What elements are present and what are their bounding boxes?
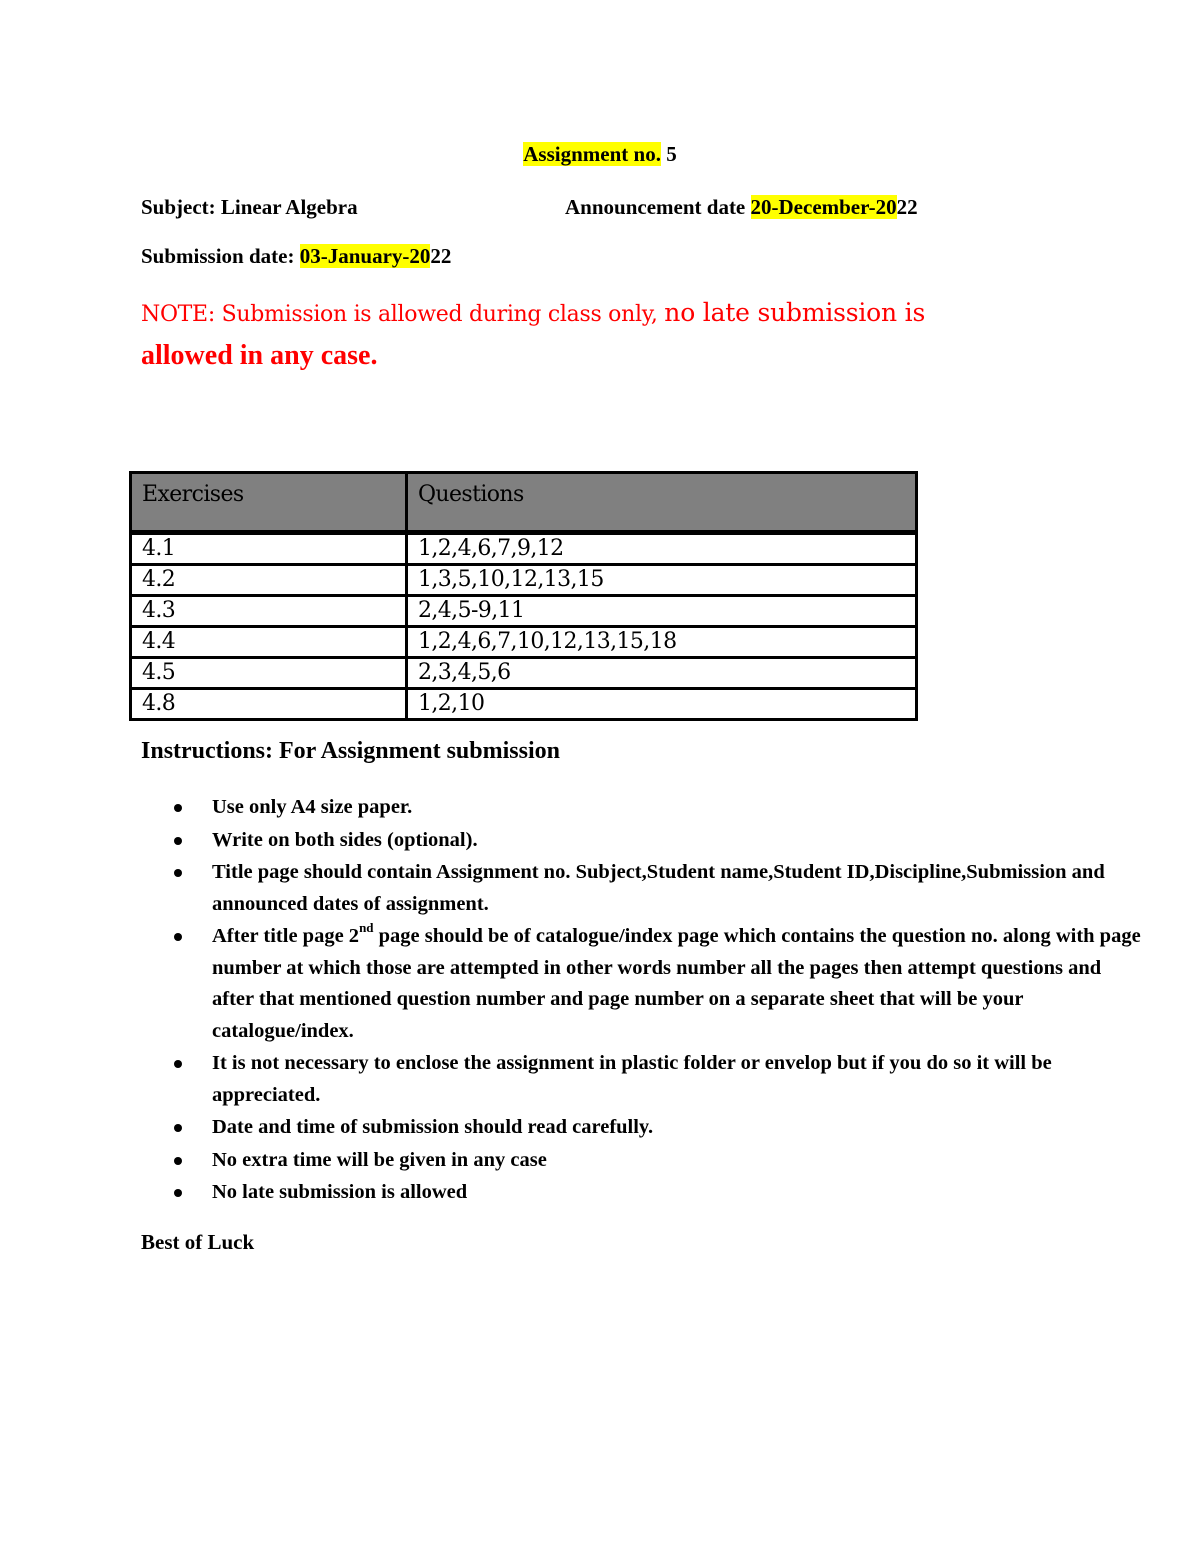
exercise-cell: 4.8 (131, 689, 407, 720)
bullet-icon (174, 1157, 182, 1165)
list-item (212, 1177, 1142, 1209)
instruction-text: It is not necessary to enclose the assignment in plastic folder or envelop but if you do so it will be appreciated. (212, 1052, 1052, 1106)
announcement-date-rest: 22 (896, 195, 918, 219)
instruction-text-a: After title page 2 (212, 925, 360, 947)
exercise-cell: 4.1 (131, 533, 407, 565)
exercises-table (129, 471, 918, 721)
header-exercises: Exercises (131, 473, 407, 533)
bullet-icon (174, 1060, 182, 1068)
instruction-text: Write on both sides (optional). (212, 828, 478, 851)
table-header-row (131, 473, 917, 533)
instructions-heading: Instructions: For Assignment submission (141, 738, 560, 764)
exercise-cell: 4.3 (131, 596, 407, 627)
table-row (131, 533, 917, 565)
assignment-title (0, 142, 1200, 167)
questions-cell: 1,3,5,10,12,13,15 (407, 565, 917, 596)
instruction-text: No late submission is allowed (212, 1181, 468, 1203)
instruction-text: Date and time of submission should read carefully. (212, 1116, 654, 1138)
list-item (212, 792, 1142, 824)
bullet-icon (174, 804, 182, 812)
announcement-label: Announcement date (565, 195, 751, 219)
list-item (212, 825, 1142, 857)
list-item (212, 1048, 1142, 1111)
note-part-1: NOTE: Submission is allowed during class only, (141, 302, 665, 327)
bullet-icon (174, 869, 182, 877)
exercise-cell: 4.2 (131, 565, 407, 596)
bullet-icon (174, 1189, 182, 1197)
late-submission-note (141, 298, 925, 327)
exercise-cell: 4.4 (131, 627, 407, 658)
list-item (212, 1145, 1142, 1177)
table-row (131, 689, 917, 720)
submission-label: Submission date: (141, 244, 300, 268)
table-row (131, 596, 917, 627)
subject-line: Subject: Linear Algebra (141, 195, 358, 219)
instructions-list (141, 792, 1142, 1210)
exercise-cell: 4.5 (131, 658, 407, 689)
table-row (131, 658, 917, 689)
submission-date-rest: 22 (430, 244, 452, 268)
closing-line: Best of Luck (141, 1230, 255, 1254)
questions-cell: 2,4,5-9,11 (407, 596, 917, 627)
table-row (131, 565, 917, 596)
instruction-text: Use only A4 size paper. (212, 796, 413, 818)
announcement-date-highlight: 20-December-20 (750, 195, 897, 219)
note-part-2: no late submission is (664, 298, 926, 327)
list-item (212, 857, 1142, 920)
list-item (212, 921, 1142, 1047)
submission-date-highlight: 03-January-20 (299, 244, 431, 268)
announcement-date (565, 195, 918, 220)
bullet-icon (174, 1124, 182, 1132)
questions-cell: 1,2,4,6,7,10,12,13,15,18 (407, 627, 917, 658)
ordinal-suffix: nd (359, 920, 374, 936)
bullet-icon (174, 933, 182, 941)
instruction-text-b: page should be of catalogue/index page which contains the question no. along with page number at which those are attempted in other words number all the pages then attempt questions and after that mentioned question number and page number on a separate sheet that will be your catalogue/index. (212, 925, 1141, 1042)
questions-cell: 1,2,10 (407, 689, 917, 720)
table-row (131, 627, 917, 658)
note-part-3: allowed in any case. (141, 340, 378, 371)
assignment-title-text: Assignment no. (523, 142, 661, 166)
questions-cell: 2,3,4,5,6 (407, 658, 917, 689)
header-questions: Questions (407, 473, 917, 533)
assignment-number: 5 (666, 142, 677, 166)
instruction-text: No extra time will be given in any case (212, 1148, 547, 1171)
submission-date (141, 244, 451, 269)
questions-cell: 1,2,4,6,7,9,12 (407, 533, 917, 565)
instruction-text: Title page should contain Assignment no. Subject,Student name,Student ID,Discipline,Submission and announced dates of assignment. (212, 861, 1105, 915)
list-item (212, 1112, 1142, 1144)
bullet-icon (174, 837, 182, 845)
